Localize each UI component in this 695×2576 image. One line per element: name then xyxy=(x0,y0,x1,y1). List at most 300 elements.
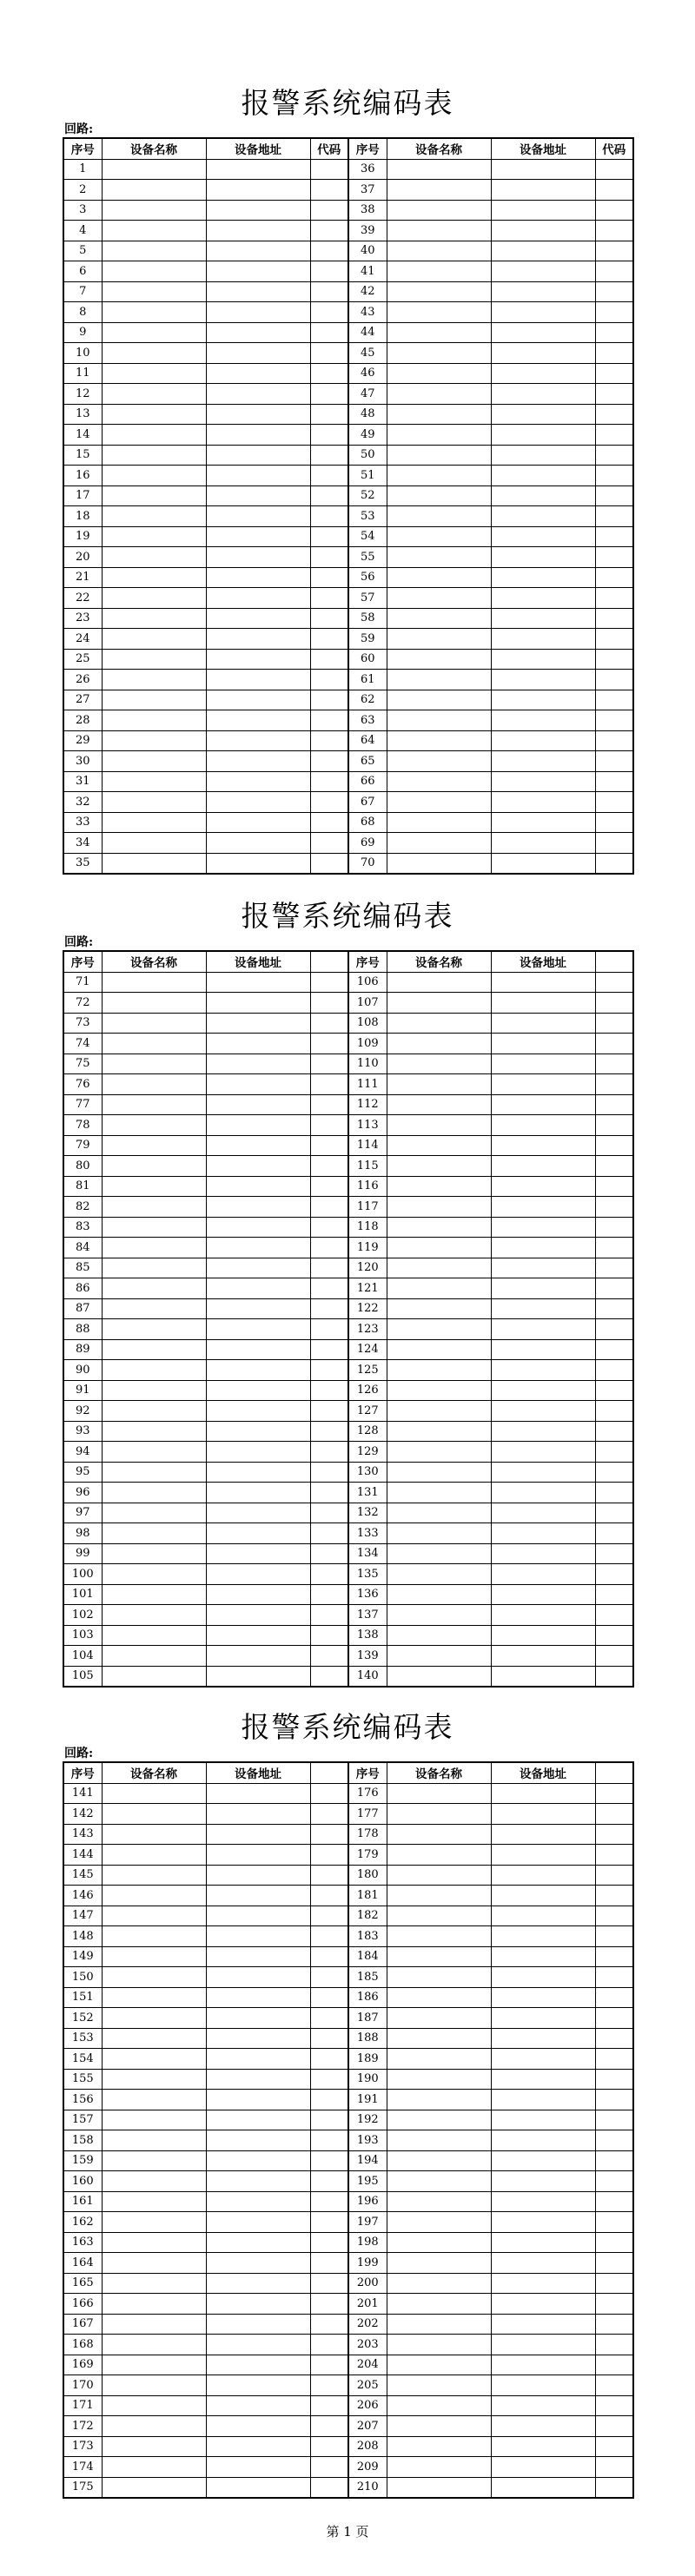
code-cell[interactable] xyxy=(310,1666,348,1687)
code-cell[interactable] xyxy=(595,1034,633,1054)
device-address-cell[interactable] xyxy=(491,466,595,486)
device-address-cell[interactable] xyxy=(206,200,310,221)
code-cell[interactable] xyxy=(595,792,633,813)
code-cell[interactable] xyxy=(310,1906,348,1926)
device-address-cell[interactable] xyxy=(491,853,595,874)
device-name-cell[interactable] xyxy=(387,1646,491,1667)
device-address-cell[interactable] xyxy=(206,1115,310,1136)
device-name-cell[interactable] xyxy=(387,1278,491,1299)
device-address-cell[interactable] xyxy=(206,506,310,527)
device-name-cell[interactable] xyxy=(387,812,491,833)
device-address-cell[interactable] xyxy=(491,2212,595,2233)
code-cell[interactable] xyxy=(310,1401,348,1422)
device-name-cell[interactable] xyxy=(387,2191,491,2212)
device-address-cell[interactable] xyxy=(206,2049,310,2070)
device-address-cell[interactable] xyxy=(491,1666,595,1687)
device-address-cell[interactable] xyxy=(206,1238,310,1258)
device-name-cell[interactable] xyxy=(387,1339,491,1360)
code-cell[interactable] xyxy=(595,1804,633,1825)
device-name-cell[interactable] xyxy=(102,1094,206,1115)
code-cell[interactable] xyxy=(595,1824,633,1845)
device-name-cell[interactable] xyxy=(102,2294,206,2315)
code-cell[interactable] xyxy=(310,1783,348,1804)
device-name-cell[interactable] xyxy=(387,2355,491,2375)
device-address-cell[interactable] xyxy=(491,547,595,568)
code-cell[interactable] xyxy=(310,2232,348,2253)
code-cell[interactable] xyxy=(310,281,348,302)
device-name-cell[interactable] xyxy=(387,1258,491,1278)
code-cell[interactable] xyxy=(595,1946,633,1967)
code-cell[interactable] xyxy=(595,567,633,588)
device-address-cell[interactable] xyxy=(491,1783,595,1804)
device-name-cell[interactable] xyxy=(387,2294,491,2315)
device-name-cell[interactable] xyxy=(102,1845,206,1866)
device-address-cell[interactable] xyxy=(491,261,595,282)
code-cell[interactable] xyxy=(310,1319,348,1340)
code-cell[interactable] xyxy=(310,2375,348,2396)
code-cell[interactable] xyxy=(595,1906,633,1926)
device-name-cell[interactable] xyxy=(102,485,206,506)
device-name-cell[interactable] xyxy=(387,1156,491,1177)
device-name-cell[interactable] xyxy=(102,1584,206,1605)
device-address-cell[interactable] xyxy=(491,792,595,813)
code-cell[interactable] xyxy=(595,1217,633,1238)
device-address-cell[interactable] xyxy=(491,485,595,506)
device-name-cell[interactable] xyxy=(102,751,206,772)
code-cell[interactable] xyxy=(310,2314,348,2335)
device-address-cell[interactable] xyxy=(491,2090,595,2110)
device-address-cell[interactable] xyxy=(491,2028,595,2049)
device-address-cell[interactable] xyxy=(491,690,595,710)
device-address-cell[interactable] xyxy=(206,221,310,241)
code-cell[interactable] xyxy=(310,1197,348,1218)
code-cell[interactable] xyxy=(310,972,348,993)
code-cell[interactable] xyxy=(310,1238,348,1258)
device-name-cell[interactable] xyxy=(387,993,491,1014)
device-address-cell[interactable] xyxy=(206,1156,310,1177)
code-cell[interactable] xyxy=(310,2049,348,2070)
code-cell[interactable] xyxy=(595,730,633,751)
code-cell[interactable] xyxy=(310,180,348,201)
device-name-cell[interactable] xyxy=(387,2090,491,2110)
code-cell[interactable] xyxy=(595,1483,633,1503)
code-cell[interactable] xyxy=(310,384,348,405)
device-name-cell[interactable] xyxy=(387,1865,491,1886)
code-cell[interactable] xyxy=(595,1258,633,1278)
device-address-cell[interactable] xyxy=(491,2457,595,2478)
device-address-cell[interactable] xyxy=(206,2355,310,2375)
device-name-cell[interactable] xyxy=(387,608,491,629)
device-name-cell[interactable] xyxy=(102,547,206,568)
code-cell[interactable] xyxy=(595,404,633,425)
device-address-cell[interactable] xyxy=(206,670,310,690)
device-name-cell[interactable] xyxy=(387,1503,491,1523)
code-cell[interactable] xyxy=(595,180,633,201)
device-name-cell[interactable] xyxy=(387,1543,491,1564)
code-cell[interactable] xyxy=(310,1034,348,1054)
code-cell[interactable] xyxy=(595,2008,633,2029)
code-cell[interactable] xyxy=(310,1543,348,1564)
device-address-cell[interactable] xyxy=(491,730,595,751)
code-cell[interactable] xyxy=(595,1298,633,1319)
code-cell[interactable] xyxy=(595,771,633,792)
device-address-cell[interactable] xyxy=(491,1503,595,1523)
code-cell[interactable] xyxy=(310,1217,348,1238)
device-address-cell[interactable] xyxy=(206,384,310,405)
device-name-cell[interactable] xyxy=(102,261,206,282)
code-cell[interactable] xyxy=(595,1094,633,1115)
code-cell[interactable] xyxy=(310,200,348,221)
device-name-cell[interactable] xyxy=(102,1054,206,1074)
device-name-cell[interactable] xyxy=(102,2436,206,2457)
code-cell[interactable] xyxy=(595,343,633,364)
code-cell[interactable] xyxy=(595,2273,633,2294)
device-name-cell[interactable] xyxy=(102,1483,206,1503)
code-cell[interactable] xyxy=(595,1543,633,1564)
code-cell[interactable] xyxy=(310,588,348,609)
device-name-cell[interactable] xyxy=(387,1926,491,1947)
device-address-cell[interactable] xyxy=(491,2416,595,2437)
code-cell[interactable] xyxy=(310,2294,348,2315)
code-cell[interactable] xyxy=(310,1094,348,1115)
device-address-cell[interactable] xyxy=(491,2150,595,2171)
device-name-cell[interactable] xyxy=(102,2416,206,2437)
device-name-cell[interactable] xyxy=(387,2049,491,2070)
device-name-cell[interactable] xyxy=(102,1666,206,1687)
device-name-cell[interactable] xyxy=(102,281,206,302)
device-name-cell[interactable] xyxy=(387,853,491,874)
device-name-cell[interactable] xyxy=(387,404,491,425)
code-cell[interactable] xyxy=(310,649,348,670)
device-address-cell[interactable] xyxy=(491,322,595,343)
device-address-cell[interactable] xyxy=(491,1034,595,1054)
code-cell[interactable] xyxy=(310,2110,348,2130)
device-name-cell[interactable] xyxy=(102,2457,206,2478)
device-name-cell[interactable] xyxy=(102,1926,206,1947)
device-address-cell[interactable] xyxy=(491,812,595,833)
device-name-cell[interactable] xyxy=(387,1054,491,1074)
device-address-cell[interactable] xyxy=(491,2049,595,2070)
device-address-cell[interactable] xyxy=(491,1462,595,1483)
code-cell[interactable] xyxy=(310,2416,348,2437)
device-name-cell[interactable] xyxy=(387,2375,491,2396)
device-address-cell[interactable] xyxy=(491,1824,595,1845)
device-name-cell[interactable] xyxy=(387,1967,491,1988)
device-name-cell[interactable] xyxy=(387,588,491,609)
device-name-cell[interactable] xyxy=(102,2335,206,2355)
device-name-cell[interactable] xyxy=(387,1421,491,1442)
device-address-cell[interactable] xyxy=(491,2314,595,2335)
device-name-cell[interactable] xyxy=(387,649,491,670)
code-cell[interactable] xyxy=(310,1646,348,1667)
device-address-cell[interactable] xyxy=(206,2477,310,2498)
code-cell[interactable] xyxy=(310,2477,348,2498)
device-name-cell[interactable] xyxy=(387,1034,491,1054)
device-name-cell[interactable] xyxy=(102,1013,206,1034)
device-address-cell[interactable] xyxy=(491,1176,595,1197)
code-cell[interactable] xyxy=(595,547,633,568)
code-cell[interactable] xyxy=(310,1360,348,1381)
device-address-cell[interactable] xyxy=(491,1946,595,1967)
device-name-cell[interactable] xyxy=(102,200,206,221)
device-name-cell[interactable] xyxy=(102,1906,206,1926)
device-name-cell[interactable] xyxy=(102,1462,206,1483)
device-name-cell[interactable] xyxy=(102,363,206,384)
code-cell[interactable] xyxy=(595,2171,633,2192)
device-name-cell[interactable] xyxy=(102,1605,206,1626)
device-address-cell[interactable] xyxy=(491,1967,595,1988)
device-address-cell[interactable] xyxy=(206,1625,310,1646)
device-name-cell[interactable] xyxy=(387,1523,491,1544)
device-address-cell[interactable] xyxy=(206,1987,310,2008)
device-address-cell[interactable] xyxy=(491,425,595,446)
device-address-cell[interactable] xyxy=(491,2436,595,2457)
device-name-cell[interactable] xyxy=(387,180,491,201)
code-cell[interactable] xyxy=(310,2028,348,2049)
device-name-cell[interactable] xyxy=(387,1135,491,1156)
device-address-cell[interactable] xyxy=(206,2090,310,2110)
device-address-cell[interactable] xyxy=(206,445,310,466)
device-name-cell[interactable] xyxy=(387,2232,491,2253)
device-name-cell[interactable] xyxy=(387,2395,491,2416)
device-name-cell[interactable] xyxy=(102,1319,206,1340)
device-name-cell[interactable] xyxy=(102,1523,206,1544)
code-cell[interactable] xyxy=(595,1278,633,1299)
device-name-cell[interactable] xyxy=(387,710,491,731)
device-address-cell[interactable] xyxy=(206,629,310,650)
device-address-cell[interactable] xyxy=(206,1013,310,1034)
code-cell[interactable] xyxy=(595,384,633,405)
device-address-cell[interactable] xyxy=(491,221,595,241)
device-address-cell[interactable] xyxy=(491,2130,595,2151)
code-cell[interactable] xyxy=(595,1967,633,1988)
code-cell[interactable] xyxy=(310,302,348,323)
code-cell[interactable] xyxy=(595,1503,633,1523)
device-name-cell[interactable] xyxy=(387,1824,491,1845)
device-address-cell[interactable] xyxy=(206,1926,310,1947)
device-address-cell[interactable] xyxy=(206,567,310,588)
device-address-cell[interactable] xyxy=(491,649,595,670)
code-cell[interactable] xyxy=(595,1886,633,1906)
device-address-cell[interactable] xyxy=(206,1401,310,1422)
device-address-cell[interactable] xyxy=(206,1946,310,1967)
device-name-cell[interactable] xyxy=(102,1176,206,1197)
code-cell[interactable] xyxy=(310,2069,348,2090)
code-cell[interactable] xyxy=(595,1625,633,1646)
code-cell[interactable] xyxy=(595,2232,633,2253)
device-address-cell[interactable] xyxy=(491,1421,595,1442)
device-name-cell[interactable] xyxy=(387,1845,491,1866)
device-address-cell[interactable] xyxy=(491,2355,595,2375)
device-name-cell[interactable] xyxy=(102,1360,206,1381)
device-address-cell[interactable] xyxy=(206,1605,310,1626)
device-name-cell[interactable] xyxy=(387,771,491,792)
device-name-cell[interactable] xyxy=(102,1401,206,1422)
device-name-cell[interactable] xyxy=(387,2150,491,2171)
device-name-cell[interactable] xyxy=(102,2110,206,2130)
device-name-cell[interactable] xyxy=(102,1646,206,1667)
device-name-cell[interactable] xyxy=(102,2477,206,2498)
code-cell[interactable] xyxy=(595,2395,633,2416)
device-name-cell[interactable] xyxy=(387,1238,491,1258)
device-name-cell[interactable] xyxy=(387,1319,491,1340)
device-address-cell[interactable] xyxy=(206,771,310,792)
code-cell[interactable] xyxy=(595,1054,633,1074)
device-address-cell[interactable] xyxy=(491,1360,595,1381)
device-name-cell[interactable] xyxy=(387,241,491,261)
code-cell[interactable] xyxy=(595,506,633,527)
code-cell[interactable] xyxy=(595,1156,633,1177)
code-cell[interactable] xyxy=(595,608,633,629)
device-address-cell[interactable] xyxy=(491,2273,595,2294)
code-cell[interactable] xyxy=(310,608,348,629)
device-address-cell[interactable] xyxy=(491,1646,595,1667)
device-address-cell[interactable] xyxy=(206,425,310,446)
device-address-cell[interactable] xyxy=(206,1258,310,1278)
device-name-cell[interactable] xyxy=(102,730,206,751)
device-name-cell[interactable] xyxy=(387,1074,491,1095)
code-cell[interactable] xyxy=(310,1926,348,1947)
device-name-cell[interactable] xyxy=(387,1906,491,1926)
code-cell[interactable] xyxy=(595,1013,633,1034)
device-address-cell[interactable] xyxy=(206,526,310,547)
device-address-cell[interactable] xyxy=(206,1804,310,1825)
code-cell[interactable] xyxy=(595,1421,633,1442)
code-cell[interactable] xyxy=(310,425,348,446)
device-name-cell[interactable] xyxy=(102,2090,206,2110)
device-name-cell[interactable] xyxy=(102,302,206,323)
code-cell[interactable] xyxy=(595,1666,633,1687)
code-cell[interactable] xyxy=(595,241,633,261)
code-cell[interactable] xyxy=(310,710,348,731)
device-name-cell[interactable] xyxy=(387,1217,491,1238)
device-address-cell[interactable] xyxy=(206,853,310,874)
device-name-cell[interactable] xyxy=(387,1442,491,1463)
code-cell[interactable] xyxy=(310,363,348,384)
code-cell[interactable] xyxy=(310,812,348,833)
code-cell[interactable] xyxy=(595,425,633,446)
code-cell[interactable] xyxy=(595,1074,633,1095)
device-name-cell[interactable] xyxy=(102,2212,206,2233)
device-address-cell[interactable] xyxy=(491,1074,595,1095)
device-name-cell[interactable] xyxy=(387,2171,491,2192)
device-name-cell[interactable] xyxy=(387,425,491,446)
device-address-cell[interactable] xyxy=(491,1380,595,1401)
device-name-cell[interactable] xyxy=(102,506,206,527)
device-address-cell[interactable] xyxy=(491,1156,595,1177)
device-name-cell[interactable] xyxy=(102,2008,206,2029)
code-cell[interactable] xyxy=(310,261,348,282)
code-cell[interactable] xyxy=(595,2457,633,2478)
code-cell[interactable] xyxy=(595,1845,633,1866)
device-name-cell[interactable] xyxy=(387,833,491,854)
code-cell[interactable] xyxy=(595,2314,633,2335)
code-cell[interactable] xyxy=(310,1523,348,1544)
device-name-cell[interactable] xyxy=(387,1176,491,1197)
device-name-cell[interactable] xyxy=(102,608,206,629)
device-address-cell[interactable] xyxy=(206,2253,310,2274)
device-address-cell[interactable] xyxy=(206,466,310,486)
device-name-cell[interactable] xyxy=(102,833,206,854)
code-cell[interactable] xyxy=(310,1074,348,1095)
code-cell[interactable] xyxy=(595,1783,633,1804)
code-cell[interactable] xyxy=(310,466,348,486)
device-name-cell[interactable] xyxy=(387,1564,491,1585)
code-cell[interactable] xyxy=(310,1013,348,1034)
device-address-cell[interactable] xyxy=(206,2416,310,2437)
device-name-cell[interactable] xyxy=(387,629,491,650)
code-cell[interactable] xyxy=(310,1564,348,1585)
device-name-cell[interactable] xyxy=(387,792,491,813)
code-cell[interactable] xyxy=(310,670,348,690)
device-address-cell[interactable] xyxy=(206,1523,310,1544)
device-name-cell[interactable] xyxy=(102,853,206,874)
code-cell[interactable] xyxy=(310,404,348,425)
device-address-cell[interactable] xyxy=(491,363,595,384)
device-name-cell[interactable] xyxy=(387,445,491,466)
device-name-cell[interactable] xyxy=(387,1483,491,1503)
device-address-cell[interactable] xyxy=(206,1197,310,1218)
code-cell[interactable] xyxy=(595,1339,633,1360)
device-name-cell[interactable] xyxy=(387,1625,491,1646)
device-address-cell[interactable] xyxy=(491,1135,595,1156)
code-cell[interactable] xyxy=(595,281,633,302)
device-address-cell[interactable] xyxy=(206,1278,310,1299)
device-address-cell[interactable] xyxy=(206,1094,310,1115)
device-address-cell[interactable] xyxy=(491,710,595,731)
code-cell[interactable] xyxy=(310,730,348,751)
device-address-cell[interactable] xyxy=(206,1564,310,1585)
device-name-cell[interactable] xyxy=(102,1783,206,1804)
device-address-cell[interactable] xyxy=(491,1013,595,1034)
code-cell[interactable] xyxy=(595,2294,633,2315)
device-name-cell[interactable] xyxy=(387,384,491,405)
code-cell[interactable] xyxy=(595,588,633,609)
device-address-cell[interactable] xyxy=(206,1783,310,1804)
device-address-cell[interactable] xyxy=(491,1865,595,1886)
device-name-cell[interactable] xyxy=(102,1278,206,1299)
device-name-cell[interactable] xyxy=(387,1783,491,1804)
code-cell[interactable] xyxy=(310,322,348,343)
device-address-cell[interactable] xyxy=(206,1483,310,1503)
device-address-cell[interactable] xyxy=(491,1319,595,1340)
device-name-cell[interactable] xyxy=(387,2212,491,2233)
device-name-cell[interactable] xyxy=(387,1584,491,1605)
code-cell[interactable] xyxy=(310,485,348,506)
device-address-cell[interactable] xyxy=(206,1503,310,1523)
device-address-cell[interactable] xyxy=(491,1483,595,1503)
device-name-cell[interactable] xyxy=(387,547,491,568)
device-address-cell[interactable] xyxy=(491,2253,595,2274)
code-cell[interactable] xyxy=(595,1987,633,2008)
device-name-cell[interactable] xyxy=(387,200,491,221)
device-name-cell[interactable] xyxy=(102,2150,206,2171)
code-cell[interactable] xyxy=(595,812,633,833)
device-address-cell[interactable] xyxy=(491,1115,595,1136)
device-address-cell[interactable] xyxy=(491,2335,595,2355)
code-cell[interactable] xyxy=(310,2355,348,2375)
device-name-cell[interactable] xyxy=(387,1013,491,1034)
device-name-cell[interactable] xyxy=(102,972,206,993)
device-address-cell[interactable] xyxy=(491,771,595,792)
device-name-cell[interactable] xyxy=(102,2069,206,2090)
code-cell[interactable] xyxy=(595,2028,633,2049)
device-name-cell[interactable] xyxy=(102,792,206,813)
device-address-cell[interactable] xyxy=(491,2008,595,2029)
device-address-cell[interactable] xyxy=(206,792,310,813)
device-address-cell[interactable] xyxy=(206,1360,310,1381)
device-address-cell[interactable] xyxy=(491,588,595,609)
